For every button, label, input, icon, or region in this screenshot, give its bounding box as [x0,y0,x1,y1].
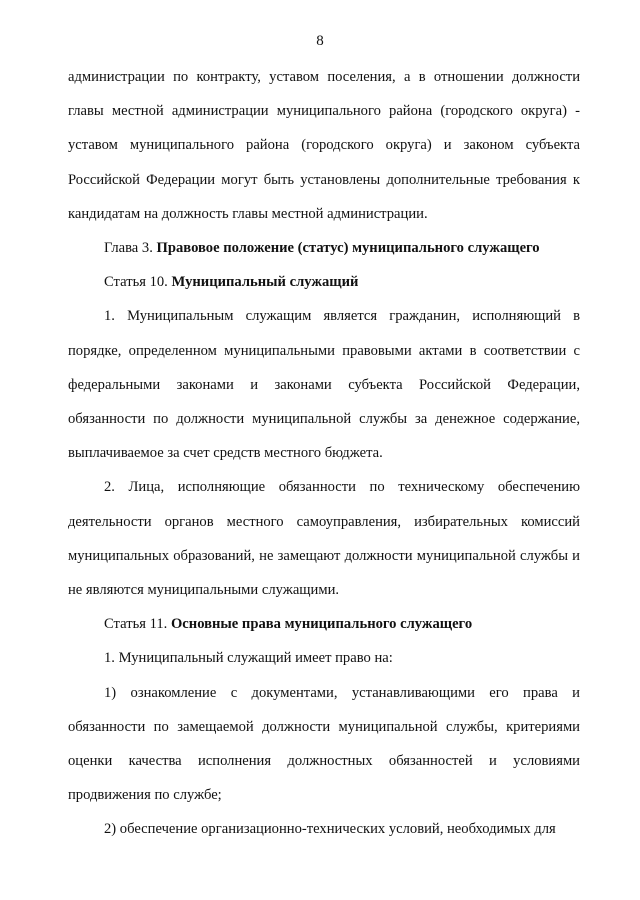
page-number: 8 [316,33,324,49]
chapter-title: Правовое положение (статус) муниципального служащего [156,240,540,257]
article-number: Статья 11. [104,616,168,633]
article-heading [68,265,580,299]
article-paragraph: 2. Лица, исполняющие обязанности по техническому обеспечению деятельности органов местного самоуправления, избирательных комиссий муниципальных образований, не замещают должности муниципальной службы и не являются муниципальными служащими. [68,479,580,599]
paragraph-continuation: администрации по контракту, уставом поселения, а в отношении должности главы местной администрации муниципального района (городского округа) - уставом муниципального района (городского округа) и законом субъекта Российской Федерации могут быть установлены дополнительные требования к кандидатам на должность главы местной администрации. [68,69,580,222]
list-item: 1) ознакомление с документами, устанавливающими его права и обязанности по замещаемой должности муниципальной службы, критериями оценки качества исполнения должностных обязанностей и условиями продвижения по службе; [68,684,580,804]
article-heading [68,607,580,641]
chapter-heading [68,231,580,265]
page-body [68,60,580,847]
article-title: Муниципальный служащий [171,274,359,291]
article-paragraph: 1. Муниципальный служащий имеет право на: [104,650,393,667]
article-paragraph: 1. Муниципальным служащим является гражданин, исполняющий в порядке, определенном муниципальными правовыми актами в соответствии с федеральными законами и законами субъекта Российской Федерации, обязанности по должности муниципальной службы за денежное содержание, выплачиваемое за счет средств местного бюджета. [68,308,580,462]
article-title: Основные права муниципального служащего [170,616,473,633]
chapter-number: Глава 3. [104,240,153,257]
article-number: Статья 10. [104,274,168,291]
list-item: 2) обеспечение организационно-технических условий, необходимых для [104,821,556,838]
